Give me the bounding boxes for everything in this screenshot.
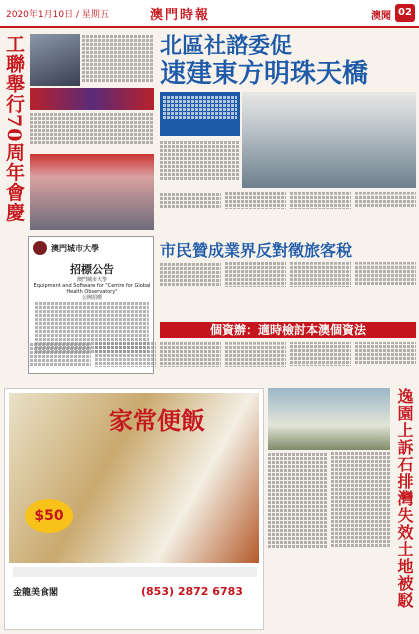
story2-headline: 市民贊成業界反對徵旅客稅 [160, 241, 353, 260]
masthead: 澳門時報 [150, 8, 211, 23]
left-story-body [30, 112, 154, 152]
price-badge: $50 [25, 499, 73, 533]
notice-subtitle-zh: 澳門城市大學 [76, 277, 107, 283]
notice-title: 招標公告 [70, 263, 114, 276]
main-headline-line2: 速建東方明珠天橋 [160, 59, 369, 89]
meeting-photo [242, 92, 416, 188]
university-logo-icon [33, 241, 47, 255]
left-story-lead [82, 34, 154, 86]
notice-subtitle [29, 277, 155, 301]
restaurant-ad [4, 388, 264, 630]
speaker-photo [30, 34, 80, 86]
page-header [0, 0, 419, 28]
stage-photo [30, 88, 154, 110]
lead-summary [160, 92, 240, 136]
main-story-body [160, 192, 416, 232]
building-photo [268, 388, 390, 450]
university-name: 澳門城市大學 [51, 243, 99, 253]
page-number: 02 [395, 4, 415, 22]
notice-subtitle-tail: 公開招標 [81, 295, 102, 301]
section-name: 澳聞 [371, 11, 391, 22]
ad-address-bar [13, 567, 257, 577]
main-headline [160, 32, 416, 90]
restaurant-name: 金龍美食閣 [13, 588, 59, 598]
main-story-col0 [160, 140, 240, 190]
issue-date: 2020年1月10日 / 星期五 [6, 10, 109, 20]
main-headline-line1: 北區社諮委促 [160, 33, 293, 59]
story4-vertical-title: 逸園上訴石排灣失效土地被駁 [395, 388, 414, 609]
story4-body [268, 452, 390, 628]
restaurant-phone: (853) 2872 6783 [141, 585, 243, 598]
notice-subtitle-en: Equipment and Software for "Centre for Global Health Observatory" [33, 283, 151, 295]
ad-title: 家常便飯 [109, 406, 205, 435]
story3-body [30, 342, 416, 382]
story3-headline: 個資辦：適時檢討本澳個資法 [160, 322, 416, 338]
story2-body [160, 262, 416, 320]
group-photo [30, 154, 154, 230]
left-vertical-title: 工聯舉行70周年會慶 [3, 34, 25, 223]
